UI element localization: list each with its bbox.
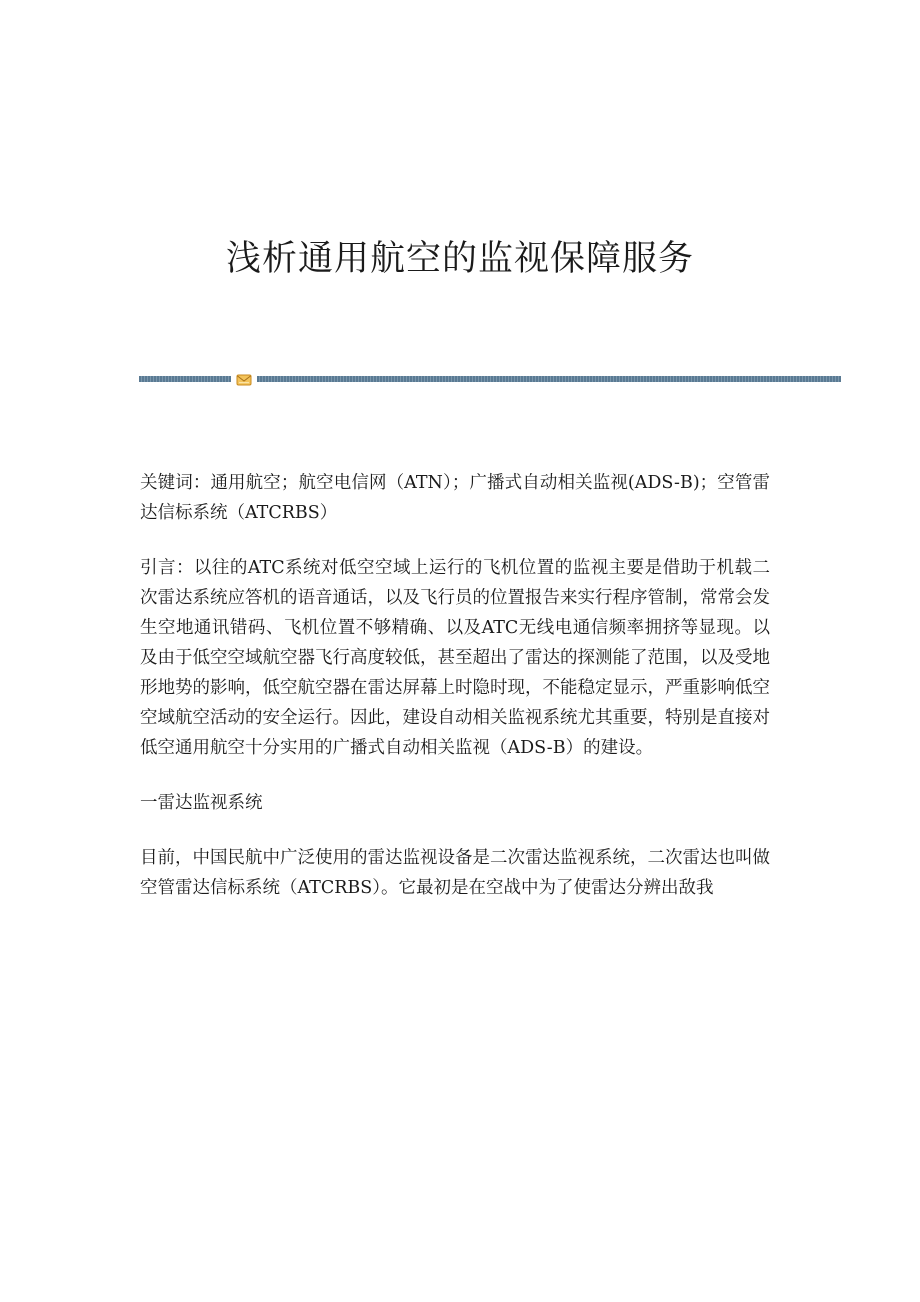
divider-bar-right bbox=[257, 376, 841, 382]
document-body bbox=[140, 468, 770, 903]
divider-bar-left bbox=[139, 376, 231, 382]
document-title: 浅析通用航空的监视保障服务 bbox=[225, 239, 694, 280]
section-heading: 一雷达监视系统 bbox=[140, 793, 263, 813]
envelope-ornament-icon bbox=[236, 372, 252, 386]
title-divider bbox=[139, 372, 841, 386]
section-body-paragraph: 目前，中国民航中广泛使用的雷达监视设备是二次雷达监视系统，二次雷达也叫做空管雷达信标系统（ATCRBS）。它最初是在空战中为了使雷达分辨出敌我 bbox=[140, 848, 770, 898]
keywords-paragraph: 关键词：通用航空；航空电信网（ATN）；广播式自动相关监视(ADS-B)；空管雷达信标系统（ATCRBS） bbox=[140, 473, 770, 523]
introduction-paragraph: 引言：以往的ATC系统对低空空域上运行的飞机位置的监视主要是借助于机载二次雷达系统应答机的语音通话，以及飞行员的位置报告来实行程序管制，常常会发生空地通讯错码、飞机位置不够精确、以及ATC无线电通信频率拥挤等显现。以及由于低空空域航空器飞行高度较低，甚至超出了雷达的探测能了范围，以及受地形地势的影响，低空航空器在雷达屏幕上时隐时现，不能稳定显示，严重影响低空空域航空活动的安全运行。因此，建设自动相关监视系统尤其重要，特别是直接对低空通用航空十分实用的广播式自动相关监视（ADS-B）的建设。 bbox=[140, 558, 770, 758]
